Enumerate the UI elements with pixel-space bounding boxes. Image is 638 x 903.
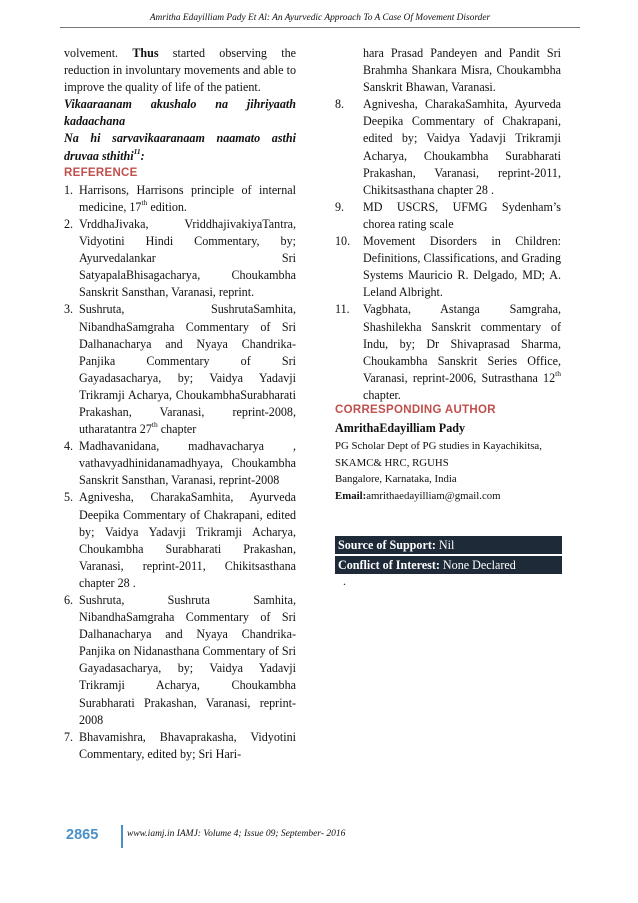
author-affiliation xyxy=(335,438,565,504)
footer-citation: www.iamj.in IAMJ: Volume 4; Issue 09; September- 2016 xyxy=(127,829,346,839)
reference-text: Agnivesha, CharakaSamhita, Ayurveda Deepika Commentary of Chakrapani, edited by; Vaidya Yadavji Trikramji Acharya, Choukambha Surabharati Prakashan, Varanasi, reprint-2011, Chikitsasthana chapter 28 . xyxy=(79,490,296,590)
header-divider xyxy=(60,27,580,28)
reference-item xyxy=(64,182,296,216)
page-number: 2865 xyxy=(66,827,99,843)
reference-item xyxy=(64,438,296,489)
reference-number: 11. xyxy=(335,302,350,317)
intro-paragraph xyxy=(64,45,296,96)
reference-number: 8. xyxy=(335,97,345,112)
source-of-support xyxy=(335,536,562,554)
affiliation-line-1: PG Scholar Dept of PG studies in Kayachikitsa, SKAMC& HRC, RGUHS xyxy=(335,440,542,469)
reference-text: Madhavanidana, madhavacharya , vathavyadhinidanamadhyaya, Choukambha Sanskrit Sansthan, Varanasi, reprint-2008 xyxy=(79,439,296,488)
corresponding-author-heading: CORRESPONDING AUTHOR xyxy=(335,404,496,416)
right-column xyxy=(335,45,561,404)
disclosure-box xyxy=(335,536,562,576)
email-link[interactable]: amrithaedayilliam@gmail.com xyxy=(366,489,501,502)
reference-superscript: th xyxy=(151,420,158,430)
conflict-label: Conflict of Interest: xyxy=(338,558,440,572)
reference-text: Sushruta, Sushruta Samhita, NibandhaSamgraha Commentary of Sri Dalhanacharya and Nyaya Chandrika-Panjika on Nidanasthana Commentary of Sri Gayadasacharya, by; Vaidya Yadavji Trikramji Acharya, Choukambha Surabharati Prakashan, Varanasi, reprint-2008 xyxy=(79,593,296,727)
author-name: AmrithaEdayilliam Pady xyxy=(335,421,466,435)
intro-text-2: started observing the reduction in involuntary movements and able to improve the quality of life of the patient. xyxy=(64,46,296,95)
source-label: Source of Support: xyxy=(338,538,436,552)
reference-text: Movement Disorders in Children: Definitions, Classifications, and Grading Systems Mauricio R. Delgado, MD; A. Leland Albright. xyxy=(363,234,561,300)
verse-text-2: Na hi sarvavikaaranaam naamato asthi druvaa sthithi xyxy=(64,131,296,163)
reference-text: MD USCRS, UFMG Sydenham’s chorea rating scale xyxy=(363,199,561,231)
reference-item xyxy=(335,199,561,233)
reference-item xyxy=(64,592,296,729)
reference-item xyxy=(64,216,296,301)
reference-text: Sushruta, SushrutaSamhita, NibandhaSamgraha Commentary of Sri Dalhanacharya and Nyaya Chandrika-Panjika Commentary of Sri Gayadasacharya, by; Vaidya Yadavji Trikramji Acharya, ChoukambhaSurabharati Prakashan, Varanasi, reprint-2008, utharatantra 27 xyxy=(79,302,296,437)
email-line xyxy=(335,488,565,505)
reference-superscript: th xyxy=(141,197,148,207)
intro-bold: Thus xyxy=(132,46,159,60)
left-column xyxy=(64,45,296,763)
reference-number: 10. xyxy=(335,234,351,249)
reference-continuation: hara Prasad Pandeyen and Pandit Sri Brahmha Shankara Misra, Choukambha Sanskrit Bhawan, Varanasi. xyxy=(363,46,561,95)
verse-line-2 xyxy=(64,130,296,164)
reference-item xyxy=(335,233,561,301)
reference-item xyxy=(335,96,561,199)
reference-number: 3. xyxy=(64,302,74,317)
conflict-of-interest xyxy=(335,556,562,574)
reference-number: 9. xyxy=(335,199,345,214)
reference-text: Harrisons, Harrisons principle of internal medicine, 17 xyxy=(79,182,296,214)
reference-heading: REFERENCE xyxy=(64,166,138,179)
conflict-value: None Declared xyxy=(439,558,516,572)
verse-line-1: Vikaaraanam akushalo na jihriyaath kadaachana xyxy=(64,97,296,129)
reference-text: VrddhaJivaka, VriddhajivakiyaTantra, Vidyotini Hindi Commentary, by; Ayurvedalankar Sri SatyapalaBhisagacharya, Choukambha Sanskrit Sansthan, Varanasi, reprint. xyxy=(79,216,296,300)
verse-end: : xyxy=(140,148,145,163)
reference-text-end: edition. xyxy=(147,199,187,214)
reference-superscript: th xyxy=(555,368,561,378)
reference-number: 5. xyxy=(64,490,74,505)
reference-item xyxy=(64,729,296,763)
reference-text: Agnivesha, CharakaSamhita, Ayurveda Deepika Commentary of Chakrapani, edited by; Vaidya Yadavji Trikramji Acharya, Choukambha Surabharati Prakashan, Varanasi, reprint-2011, Chikitsasthana chapter 28 . xyxy=(363,97,561,197)
reference-list-left xyxy=(64,182,296,763)
reference-item xyxy=(64,301,296,438)
reference-text-end: chapter xyxy=(157,422,197,437)
reference-item xyxy=(64,489,296,592)
running-header: Amritha Edayilliam Pady Et Al: An Ayurvedic Approach To A Case Of Movement Disorder xyxy=(149,13,491,23)
reference-number: 7. xyxy=(64,729,74,744)
footer-divider xyxy=(121,825,123,848)
reference-text-end: chapter. xyxy=(363,387,401,402)
reference-text: Bhavamishra, Bhavaprakasha, Vidyotini Commentary, edited by; Sri Hari- xyxy=(79,729,296,761)
reference-number: 1. xyxy=(64,182,74,197)
reference-number: 6. xyxy=(64,593,74,607)
trailing-dot: . xyxy=(343,574,346,588)
reference-list-right xyxy=(335,96,561,404)
reference-number: 2. xyxy=(64,216,74,231)
verse-superscript: 11 xyxy=(133,146,141,156)
email-label: Email: xyxy=(335,489,367,502)
reference-number: 4. xyxy=(64,439,74,454)
affiliation-line-2: Bangalore, Karnataka, India xyxy=(335,473,457,485)
reference-item xyxy=(335,301,561,404)
reference-text: Vagbhata, Astanga Samgraha, Shashilekha Sanskrit commentary of Indu, by; Dr Shivaprasad Sharma, Choukambha Sanskrit Series Office, Varanasi, reprint-2006, Sutrasthana 12 xyxy=(363,302,561,385)
source-value: Nil xyxy=(435,538,455,552)
intro-text-1: volvement. xyxy=(64,46,133,60)
